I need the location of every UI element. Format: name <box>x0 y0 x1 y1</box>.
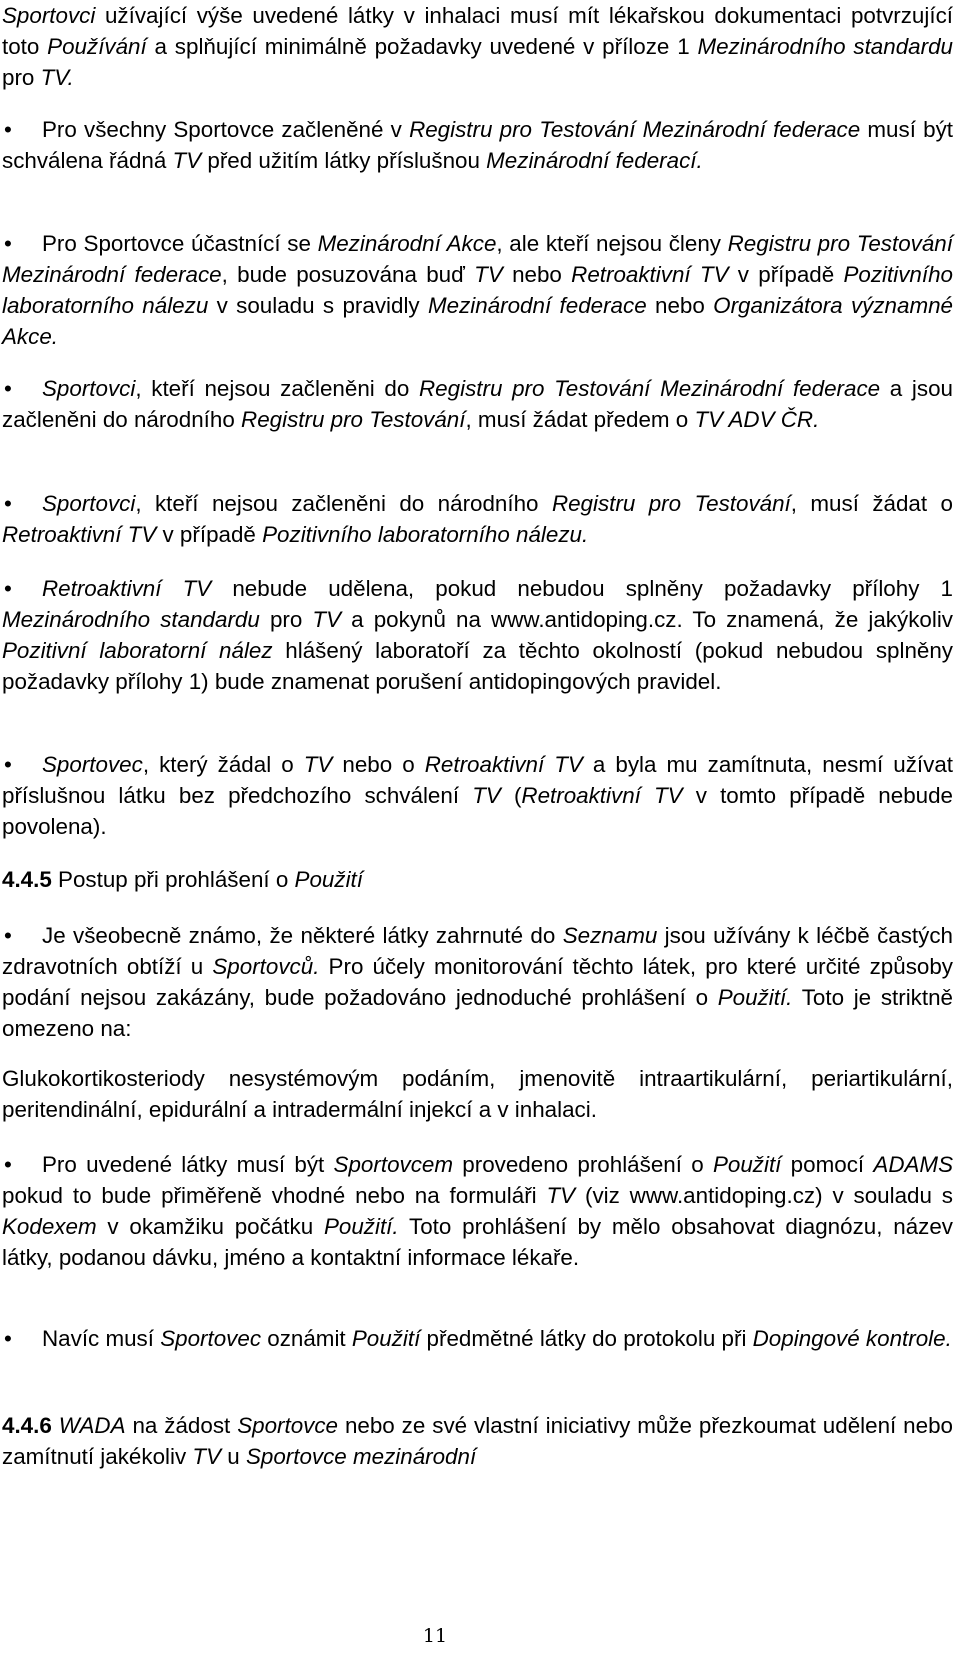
bullet-national-and-international-registry <box>2 373 953 435</box>
text-run: v okamžiku počátku <box>96 1214 324 1239</box>
bullet-rejected-athlete <box>2 749 953 842</box>
section-number: 4.4.6 <box>2 1413 52 1438</box>
text-run: užívající výše uvedené látky v inhalaci musí mít lékařskou dokumentaci potvrzující toto <box>2 3 953 59</box>
defined-term: TV <box>474 262 503 287</box>
text-run: u <box>221 1444 246 1469</box>
text-run: , ale kteří nejsou členy <box>496 231 728 256</box>
bullet-declaration-of-use <box>2 1149 953 1273</box>
defined-term: Sportovce <box>237 1413 339 1438</box>
defined-term: Sportovci <box>42 491 136 516</box>
text-run: pomocí <box>781 1152 874 1177</box>
text-run: , bude posuzována buď <box>221 262 475 287</box>
defined-term: Použití <box>351 1326 421 1351</box>
defined-term: Retroaktivní TV <box>571 262 729 287</box>
text-run: Pro Sportovce účastnící se <box>42 231 318 256</box>
bullet-icon <box>2 573 42 604</box>
paragraph-glucocorticosteroids <box>2 1063 953 1125</box>
defined-term: Mezinárodní Akce <box>317 231 497 256</box>
defined-term: Použití <box>294 867 363 892</box>
text-run: v případě <box>728 262 844 287</box>
paragraph-inhalation-documentation <box>2 0 953 93</box>
bullet-international-event <box>2 228 953 352</box>
defined-term: Sportovcem <box>333 1152 454 1177</box>
text-run: nebude udělena, pokud nebudou splněny požadavky přílohy 1 <box>211 576 953 601</box>
bullet-icon <box>2 1323 42 1354</box>
defined-term: Mezinárodní federace <box>427 293 647 318</box>
defined-term: Organizátora významné Akce. <box>2 293 953 349</box>
defined-term: ADAMS <box>873 1152 954 1177</box>
text-run: Postup při prohlášení o <box>51 867 295 892</box>
defined-term: Použití. <box>717 985 793 1010</box>
text-run: , kteří nejsou začleněni do <box>135 376 420 401</box>
section-heading-4-4-5 <box>2 864 953 895</box>
text-run: ( <box>500 783 522 808</box>
text-run: v tomto případě nebude povolena). <box>2 783 953 839</box>
defined-term: Retroaktivní TV <box>521 783 683 808</box>
defined-term: Pozitivního laboratorního nálezu. <box>262 522 589 547</box>
text-run: oznámit <box>261 1326 352 1351</box>
section-number: 4.4.5 <box>2 867 52 892</box>
text-run: a splňující minimálně požadavky uvedené v příloze 1 <box>146 34 698 59</box>
text-run: před užitím látky příslušnou <box>201 148 487 173</box>
bullet-icon <box>2 920 42 951</box>
defined-term: Sportovci <box>2 3 96 28</box>
defined-term: Dopingové kontrole. <box>752 1326 952 1351</box>
defined-term: Sportovec <box>160 1326 262 1351</box>
text-run: nebo ze své vlastní iniciativy může přezkoumat udělení nebo zamítnutí jakékoliv <box>2 1413 953 1469</box>
bullet-icon <box>2 114 42 145</box>
defined-term: Registru pro Testování Mezinárodní federace <box>2 231 953 287</box>
text-run: v souladu s pravidly <box>208 293 428 318</box>
defined-term: Retroaktivní TV <box>42 576 212 601</box>
defined-term: Seznamu <box>562 923 658 948</box>
text-run: Pro všechny Sportovce začleněné v <box>42 117 410 142</box>
bullet-icon <box>2 488 42 519</box>
defined-term: Mezinárodní federací. <box>486 148 703 173</box>
text-run: jsou užívány k léčbě častých zdravotních obtíží u <box>2 923 953 979</box>
defined-term: Retroaktivní TV <box>2 522 157 547</box>
text-run <box>52 1413 59 1438</box>
defined-term: Používání <box>47 34 147 59</box>
text-run: a byla mu zamítnuta, nesmí užívat příslušnou látku bez předchozího schválení <box>2 752 953 808</box>
defined-term: TV <box>172 148 202 173</box>
defined-term: Sportovce mezinárodní <box>245 1444 477 1469</box>
defined-term: TV <box>546 1183 576 1208</box>
text-run: , musí žádat předem o <box>465 407 695 432</box>
defined-term: Registru pro Testování <box>241 407 466 432</box>
text-run: hlášený laboratoří za těchto okolností (pokud nebudou splněny požadavky přílohy 1) bude znamenat porušení antidopingových pravidel. <box>2 638 953 694</box>
text-run: a jsou začleněni do národního <box>2 376 954 432</box>
text-run: pro <box>259 607 313 632</box>
text-run: Je všeobecně známo, že některé látky zahrnuté do <box>42 923 563 948</box>
text-run: nebo o <box>332 752 425 777</box>
text-run: nebo <box>502 262 572 287</box>
text-run: předmětné látky do protokolu při <box>420 1326 753 1351</box>
defined-term: Kodexem <box>2 1214 97 1239</box>
defined-term: Registru pro Testování Mezinárodní federace <box>409 117 861 142</box>
text-run: a pokynů na www.antidoping.cz. To znamená, že jakýkoliv <box>341 607 953 632</box>
text-run: , musí žádat o <box>790 491 953 516</box>
defined-term: WADA <box>58 1413 126 1438</box>
page-number: 11 <box>422 1625 448 1647</box>
text-run: pro <box>2 65 41 90</box>
bullet-international-registry <box>2 114 953 176</box>
text-run: Navíc musí <box>42 1326 161 1351</box>
defined-term: TV <box>472 783 501 808</box>
defined-term: Sportovců. <box>212 954 320 979</box>
defined-term: Mezinárodního standardu <box>2 607 260 632</box>
text-run: pokud to bude přiměřeně vhodné nebo na formuláři <box>2 1183 547 1208</box>
bullet-icon <box>2 373 42 404</box>
bullet-icon <box>2 749 42 780</box>
bullet-icon <box>2 1149 42 1180</box>
text-run: musí být schválena řádná <box>2 117 953 173</box>
text-run: nebo <box>646 293 714 318</box>
bullet-doping-control-notice <box>2 1323 953 1354</box>
section-paragraph-4-4-6 <box>2 1410 953 1472</box>
defined-term: Registru pro Testování Mezinárodní federace <box>419 376 881 401</box>
bullet-common-substances <box>2 920 953 1044</box>
text-run: Toto je striktně omezeno na: <box>2 985 953 1041</box>
defined-term: Sportovci <box>42 376 136 401</box>
text-run: v případě <box>156 522 263 547</box>
text-run: provedeno prohlášení o <box>453 1152 713 1177</box>
defined-term: TV. <box>40 65 74 90</box>
defined-term: TV <box>303 752 333 777</box>
text-run: Glukokortikosteriody nesystémovým podáním, jmenovitě intraartikulární, periartikulární, peritendinální, epidurální a intradermální injekcí a v inhalaci. <box>2 1066 953 1122</box>
defined-term: Registru pro Testování <box>551 491 791 516</box>
bullet-retroactive-conditions <box>2 573 953 697</box>
text-run: Toto prohlášení by mělo obsahovat diagnózu, název látky, podanou dávku, jméno a kontaktní informace lékaře. <box>2 1214 953 1270</box>
defined-term: TV <box>192 1444 222 1469</box>
bullet-icon <box>2 228 42 259</box>
defined-term: Pozitivního laboratorního nálezu <box>2 262 953 318</box>
bullet-national-registry-retroactive <box>2 488 953 550</box>
defined-term: Pozitivní laboratorní nález <box>2 638 273 663</box>
text-run: (viz www.antidoping.cz) v souladu s <box>575 1183 954 1208</box>
defined-term: Mezinárodního standardu <box>697 34 953 59</box>
text-run: Pro účely monitorování těchto látek, pro které určité způsoby podání nejsou zakázány, bude požadováno jednoduché prohlášení o <box>2 954 953 1010</box>
text-run: na žádost <box>125 1413 238 1438</box>
text-run: Pro uvedené látky musí být <box>42 1152 334 1177</box>
defined-term: Použití <box>712 1152 782 1177</box>
defined-term: TV ADV ČR. <box>694 407 820 432</box>
text-run: , kteří nejsou začleněni do národního <box>135 491 552 516</box>
defined-term: Retroaktivní TV <box>424 752 583 777</box>
defined-term: Sportovec <box>42 752 143 777</box>
defined-term: Použití. <box>323 1214 399 1239</box>
defined-term: TV <box>312 607 342 632</box>
text-run: , který žádal o <box>142 752 304 777</box>
